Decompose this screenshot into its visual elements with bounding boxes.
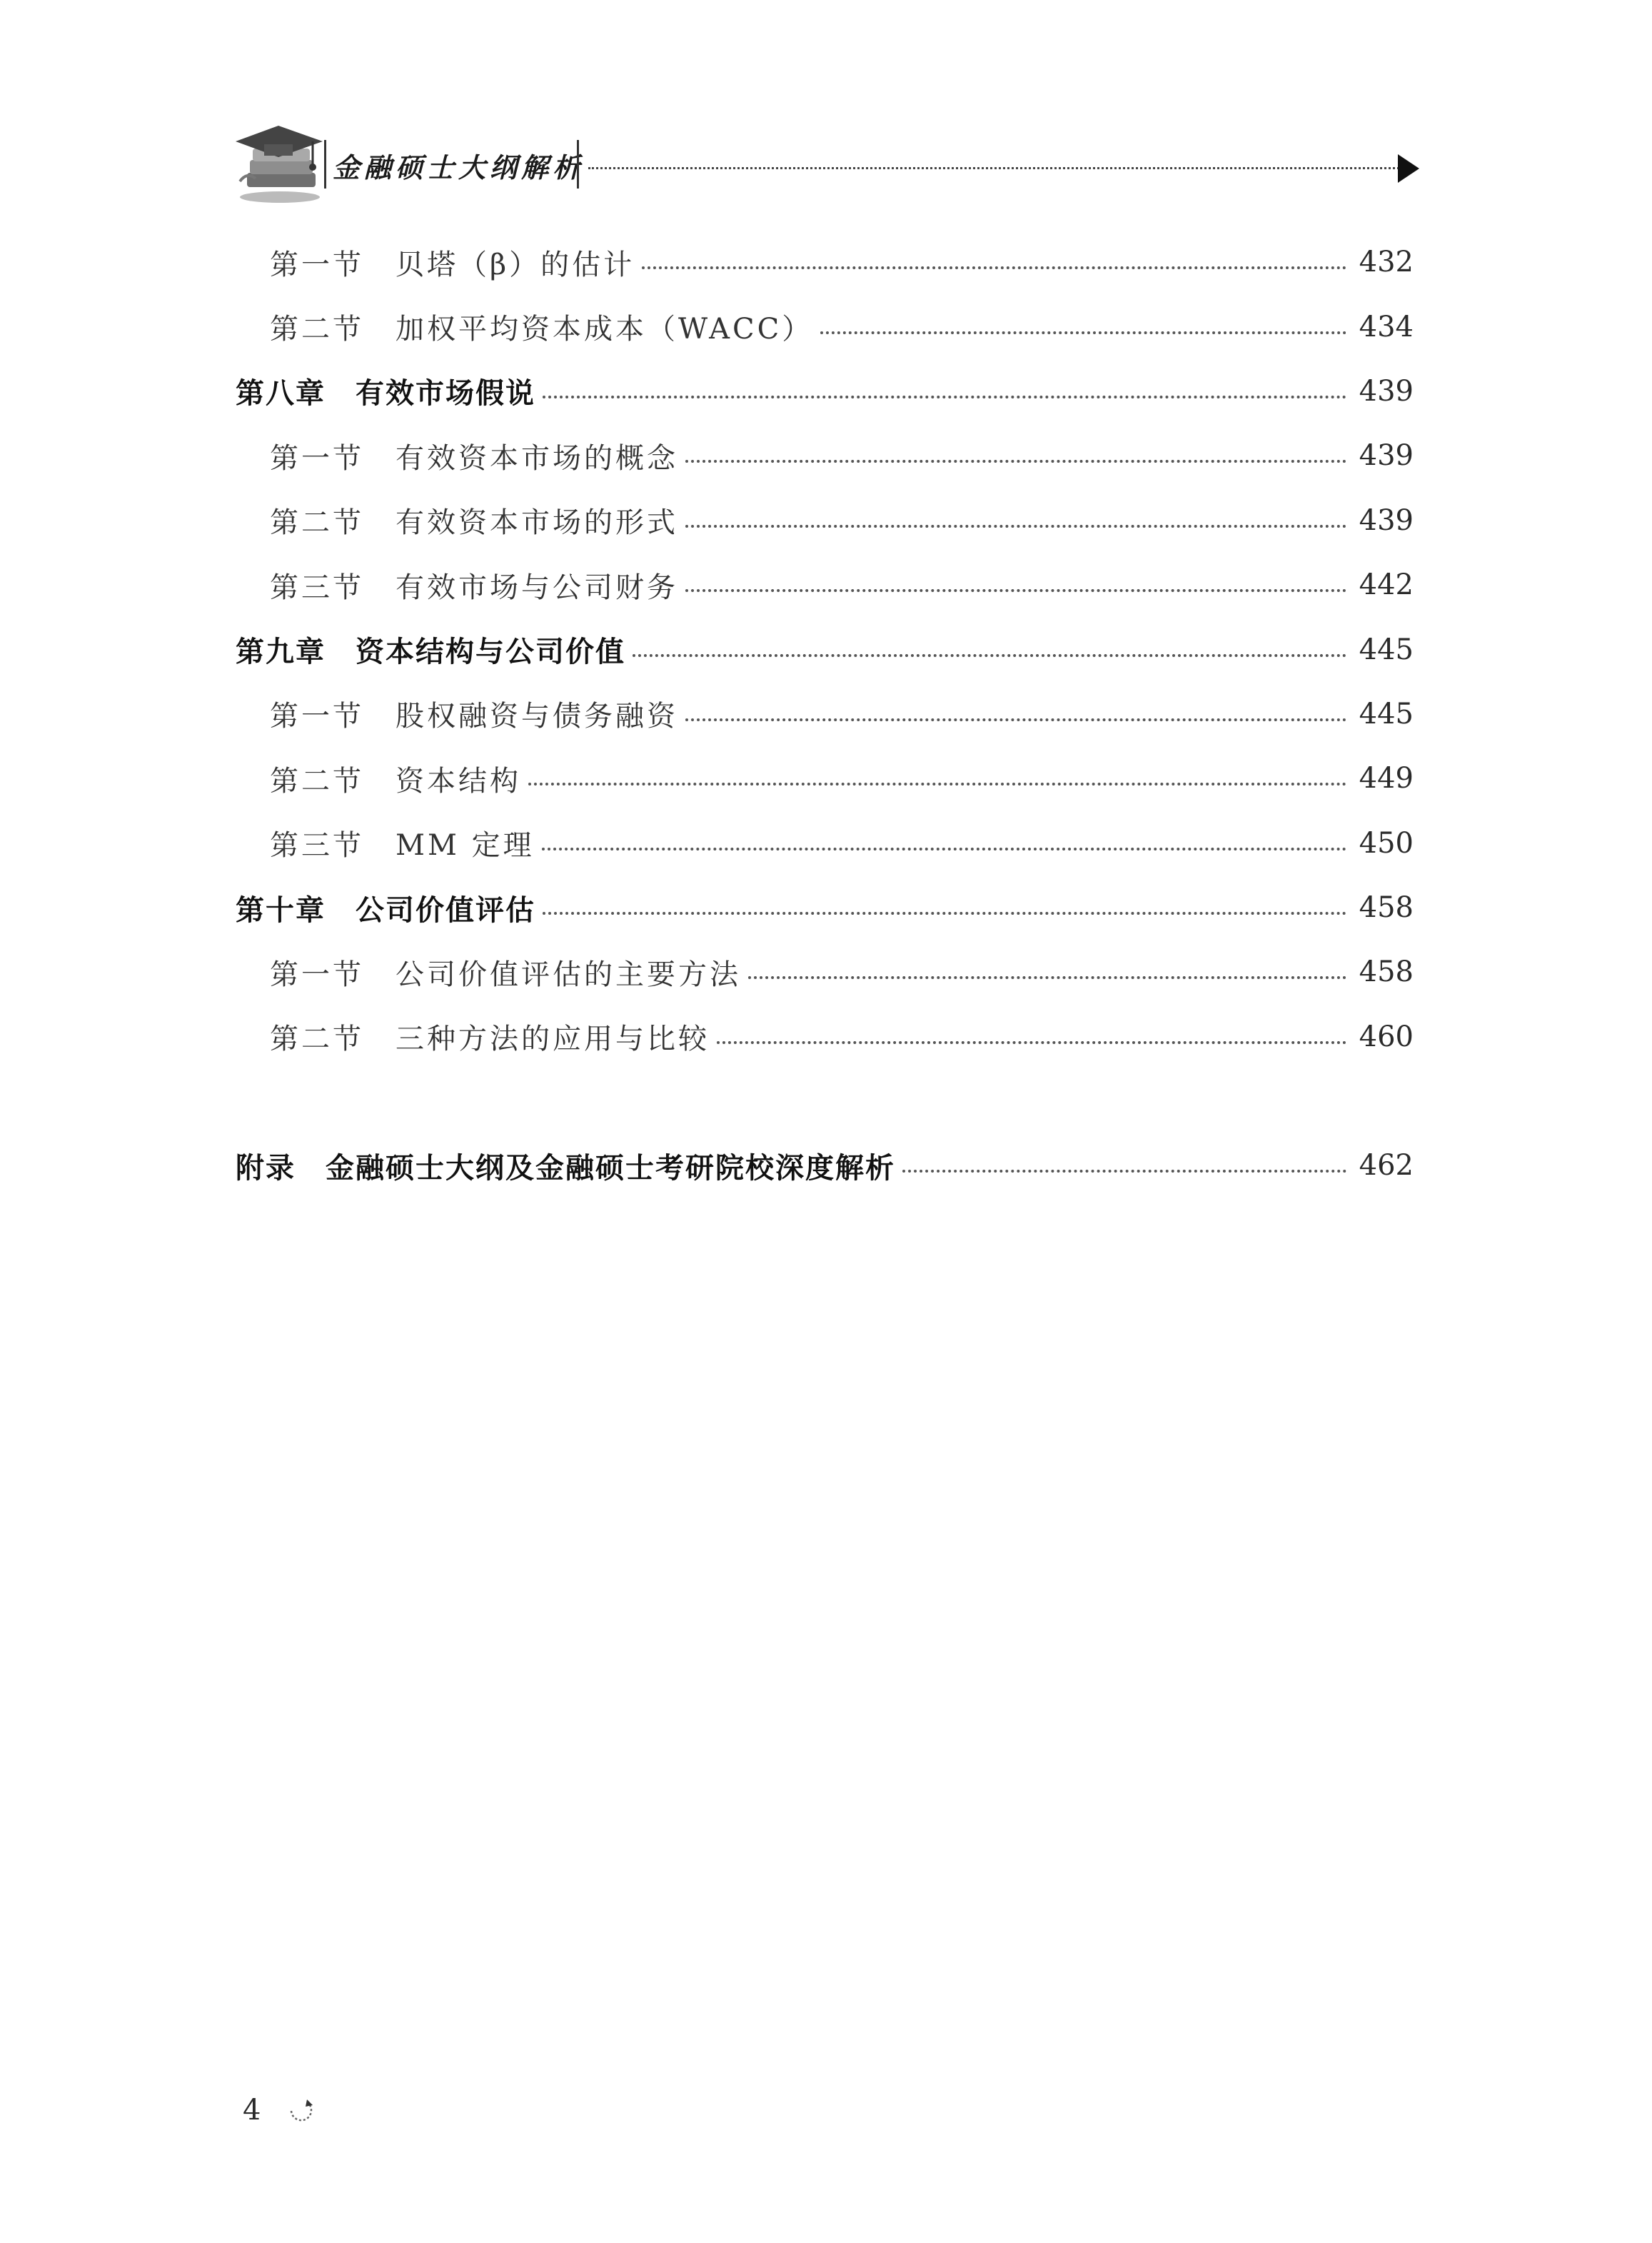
toc-appendix-entry[interactable] bbox=[236, 1133, 1414, 1198]
header-divider-left bbox=[324, 140, 326, 189]
dot-leader bbox=[543, 912, 1346, 915]
dot-leader bbox=[633, 654, 1346, 657]
dot-leader bbox=[820, 331, 1346, 334]
toc-entry[interactable] bbox=[236, 294, 1414, 358]
toc-entry-page: 450 bbox=[1359, 826, 1414, 860]
dot-leader bbox=[542, 848, 1346, 850]
toc-entry[interactable] bbox=[236, 682, 1414, 746]
toc-chapter-entry[interactable] bbox=[236, 617, 1414, 681]
dot-leader bbox=[528, 783, 1346, 786]
toc-chapter-label: 第十章 公司价值评估 bbox=[236, 893, 535, 927]
toc-entry-label: 第一节 有效资本市场的概念 bbox=[270, 441, 678, 475]
toc-entry-page: 458 bbox=[1359, 955, 1414, 989]
toc-entry-page: 442 bbox=[1359, 568, 1414, 602]
toc-entry-label: 第一节 股权融资与债务融资 bbox=[270, 700, 678, 733]
toc-entry-page: 460 bbox=[1359, 1020, 1414, 1053]
table-of-contents bbox=[236, 230, 1414, 1198]
curl-arrow-icon bbox=[286, 2095, 317, 2127]
toc-entry-page: 439 bbox=[1359, 439, 1414, 473]
toc-appendix-label: 附录 金融硕士大纲及金融硕士考研院校深度解析 bbox=[236, 1151, 895, 1185]
dot-leader bbox=[748, 976, 1346, 979]
toc-entry[interactable] bbox=[236, 230, 1414, 294]
dot-leader bbox=[717, 1041, 1346, 1044]
header-dotted-line bbox=[588, 167, 1399, 169]
toc-entry-label: 第二节 资本结构 bbox=[270, 764, 521, 798]
toc-entry-page: 439 bbox=[1359, 503, 1414, 537]
toc-entry[interactable] bbox=[236, 811, 1414, 875]
toc-entry-label: 第三节 MM 定理 bbox=[270, 829, 535, 863]
toc-entry[interactable] bbox=[236, 423, 1414, 488]
dot-leader bbox=[902, 1170, 1346, 1173]
toc-entry[interactable] bbox=[236, 488, 1414, 553]
dot-leader bbox=[642, 266, 1346, 269]
toc-entry-page: 439 bbox=[1359, 374, 1414, 408]
toc-entry[interactable] bbox=[236, 1005, 1414, 1069]
running-header bbox=[228, 120, 1428, 206]
dot-leader bbox=[685, 718, 1346, 721]
toc-entry-label: 第一节 公司价值评估的主要方法 bbox=[270, 958, 741, 991]
toc-chapter-label: 第九章 资本结构与公司价值 bbox=[236, 636, 625, 669]
toc-chapter-entry[interactable] bbox=[236, 875, 1414, 940]
dot-leader bbox=[543, 396, 1346, 398]
toc-chapter-label: 第八章 有效市场假说 bbox=[236, 377, 535, 411]
graduation-cap-books-icon bbox=[228, 120, 328, 206]
toc-entry-page: 434 bbox=[1359, 310, 1414, 343]
header-arrow-icon bbox=[1398, 154, 1419, 183]
toc-entry-label: 第二节 三种方法的应用与比较 bbox=[270, 1023, 710, 1056]
page-number: 4 bbox=[243, 2094, 261, 2127]
toc-entry-label: 第二节 有效资本市场的形式 bbox=[270, 506, 678, 540]
toc-entry[interactable] bbox=[236, 553, 1414, 617]
dot-leader bbox=[685, 525, 1346, 528]
toc-entry-label: 第三节 有效市场与公司财务 bbox=[270, 571, 678, 604]
toc-entry[interactable] bbox=[236, 940, 1414, 1004]
toc-entry-page: 449 bbox=[1359, 762, 1414, 796]
toc-entry-page: 445 bbox=[1359, 697, 1414, 731]
header-divider-right bbox=[577, 140, 579, 189]
dot-leader bbox=[685, 589, 1346, 592]
header-title: 金融硕士大纲解析 bbox=[333, 152, 585, 184]
toc-entry-page: 432 bbox=[1359, 246, 1414, 279]
toc-entry[interactable] bbox=[236, 746, 1414, 811]
toc-entry-page: 445 bbox=[1359, 633, 1414, 666]
toc-entry-page: 458 bbox=[1359, 891, 1414, 925]
toc-entry-page: 462 bbox=[1359, 1149, 1414, 1183]
toc-entry-label: 第一节 贝塔（β）的估计 bbox=[270, 248, 635, 281]
toc-chapter-entry[interactable] bbox=[236, 359, 1414, 423]
dot-leader bbox=[685, 460, 1346, 463]
toc-entry-label: 第二节 加权平均资本成本（WACC） bbox=[270, 313, 814, 346]
